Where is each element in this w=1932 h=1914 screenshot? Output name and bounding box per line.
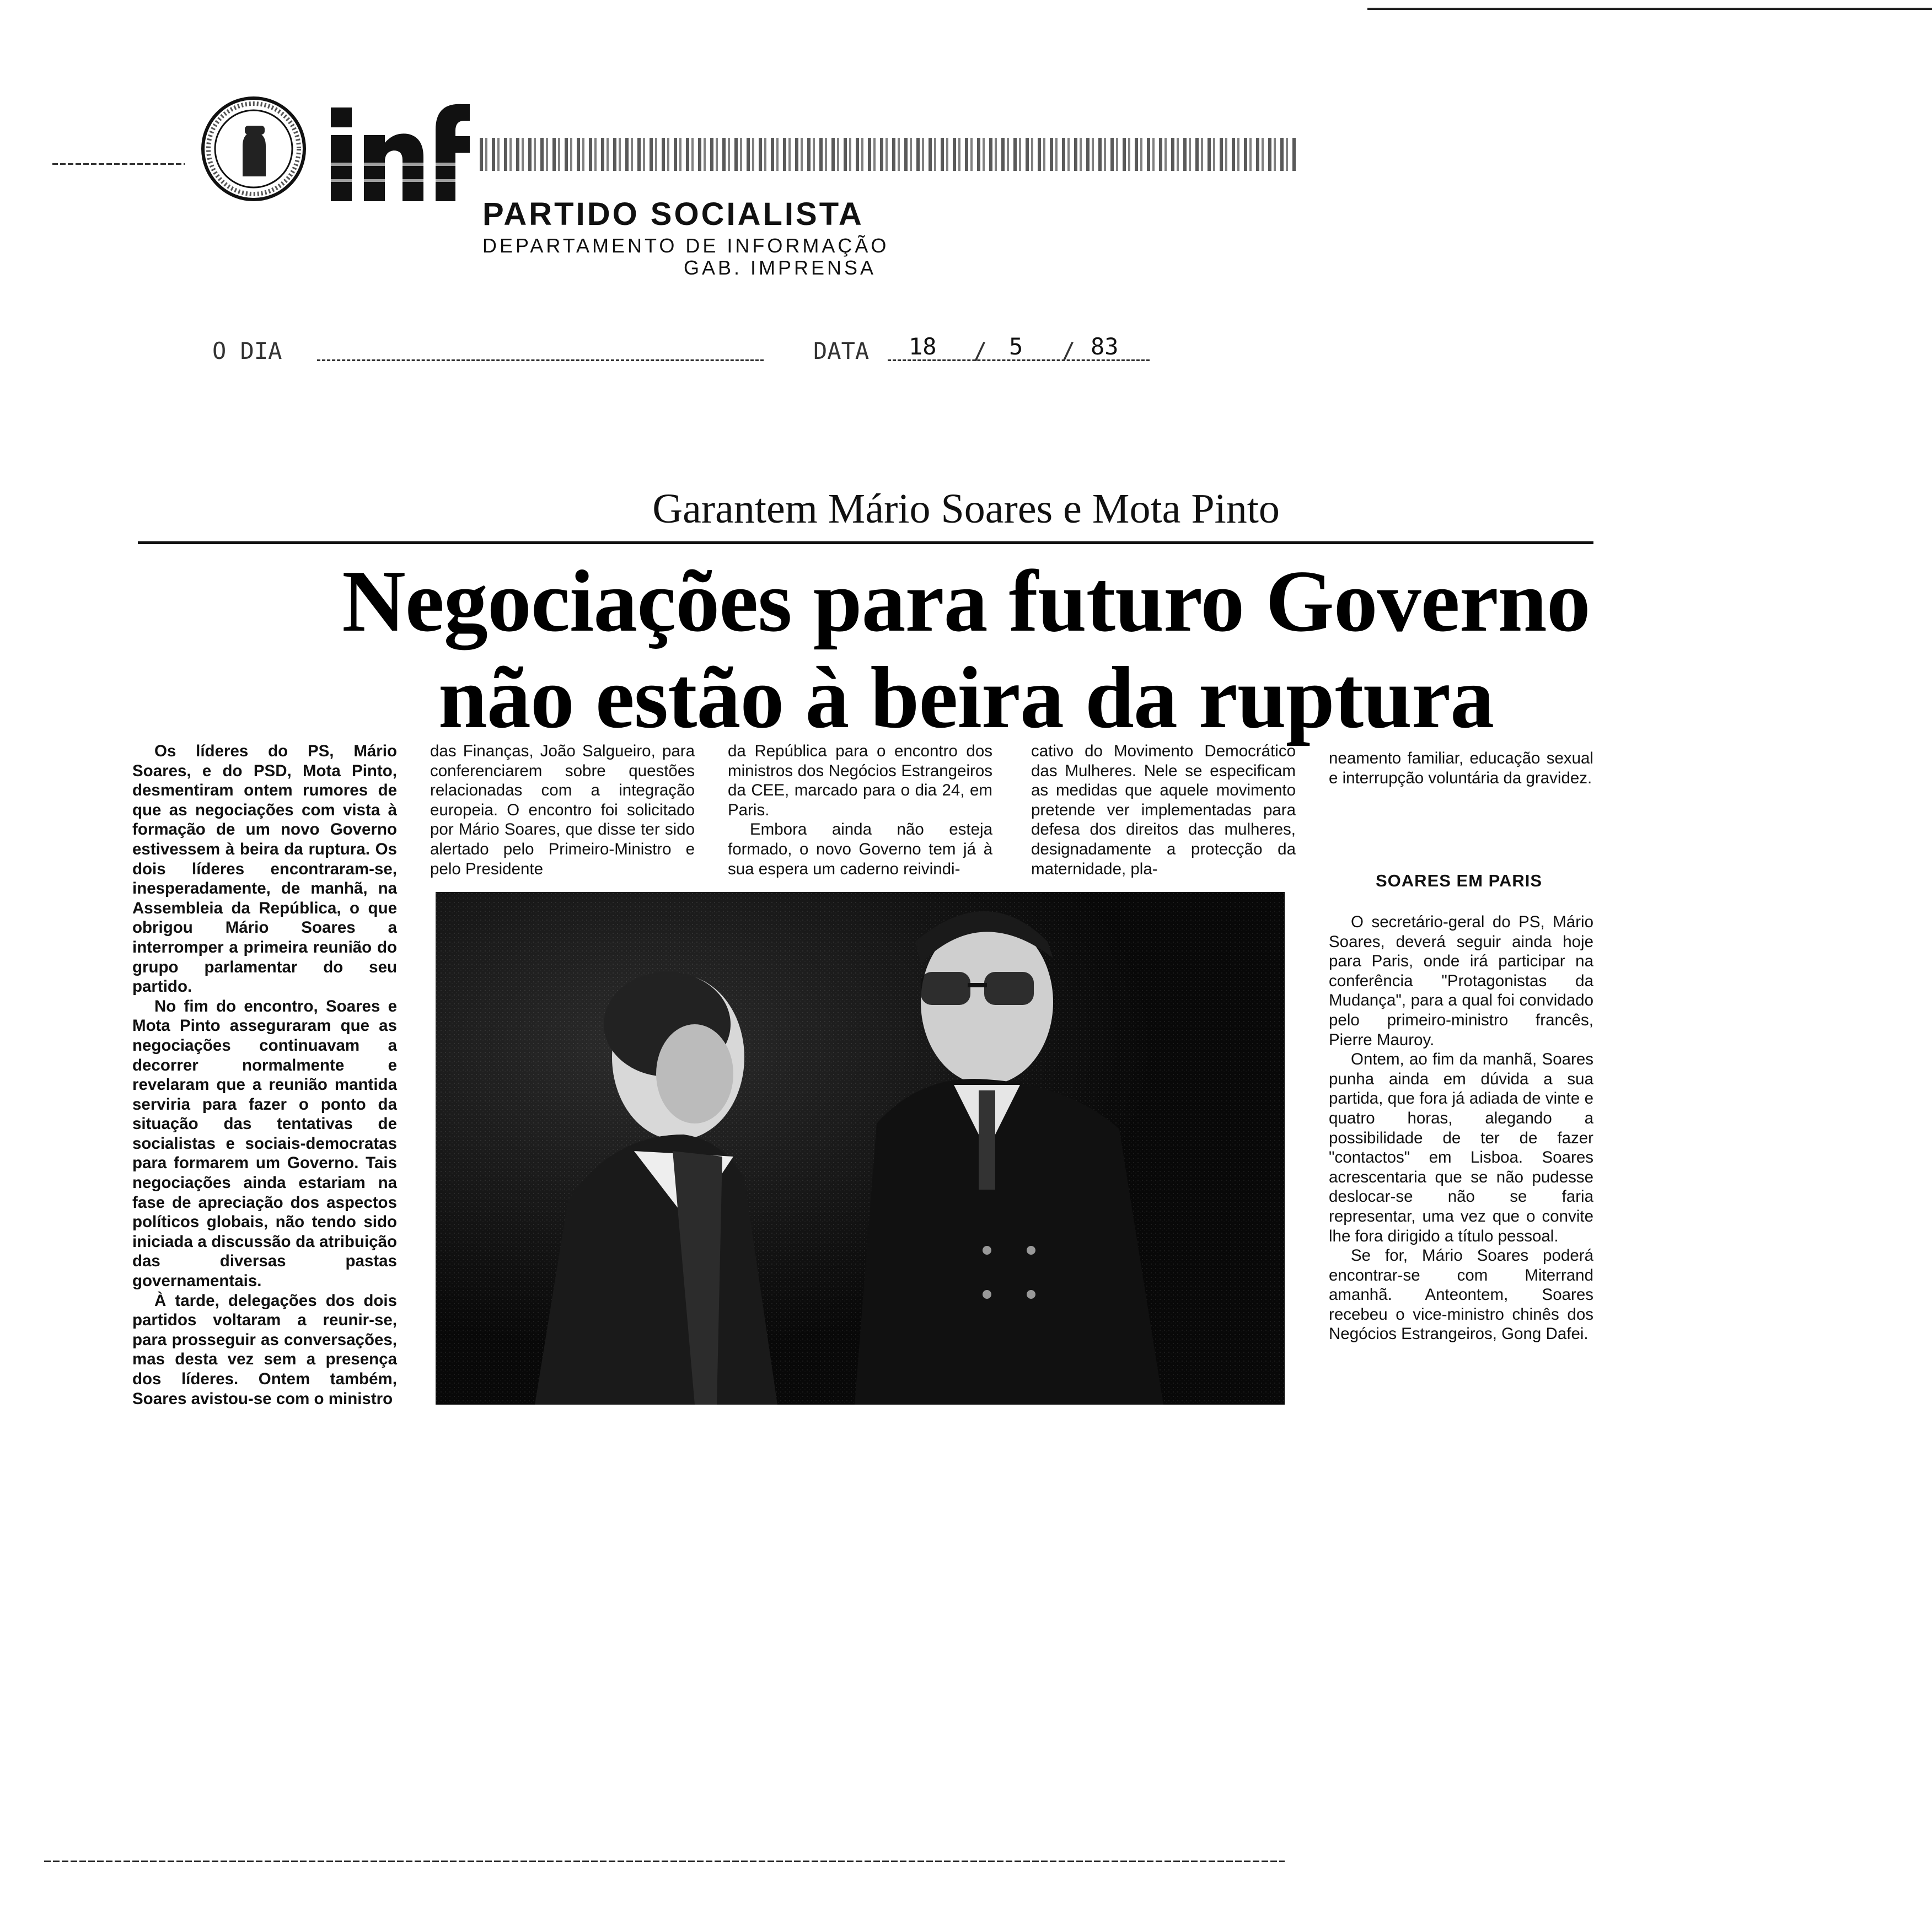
party-seal-logo (198, 94, 309, 204)
header-dash-left (52, 163, 185, 165)
date-sep-2: / (1061, 337, 1076, 364)
department-name: DEPARTAMENTO DE INFORMAÇÃO (482, 234, 889, 257)
col1-paragraph-2: No fim do encontro, Soares e Mota Pinto asseguraram que as negociações continuavam a decorrer normalmente e revelaram que a reunião mantida serviria para fazer o ponto da situação das tentativas de socialistas e sociais-democratas para formarem um Governo. Tais negociações ainda estariam na fase de apreciação dos aspectos políticos globais, não tendo sido iniciada a discussão da atribuição das diversas pastas governamentais. (132, 997, 397, 1291)
publication-label: O DIA (212, 337, 282, 364)
publication-field-line (317, 359, 764, 361)
column-1 (132, 741, 397, 1408)
column-3 (728, 741, 992, 879)
date-sep-1: / (973, 337, 988, 364)
col5-paragraph-3: Ontem, ao fim da manhã, Soares punha ainda em dúvida a sua partida, que fora já adiada de vinte e quatro horas, alegando a possibilidade de ter de fazer "contactos" em Lisboa. Soares acrescentaria que se não pudesse deslocar-se não se faria representar, uma vez que o convite lhe fora dirigido a título pessoal. (1329, 1050, 1593, 1245)
col1-paragraph-1: Os líderes do PS, Mário Soares, e do PSD, Mota Pinto, desmentiram ontem rumores de que as negociações com vista à formação de um novo Governo estivessem à beira da ruptura. Os dois líderes encontraram-se, inesperadamente, de manhã, na Assembleia da República, o que obrigou Mário Soares a interromper a primeira reunião do grupo parlamentar do seu partido. (132, 742, 397, 996)
date-label: DATA (813, 337, 870, 364)
column-5-top (1329, 749, 1593, 788)
col5-paragraph-2: O secretário-geral do PS, Mário Soares, deverá seguir ainda hoje para Paris, onde irá participar na conferência "Protagonistas da Mudança", para a qual foi convidado pelo primeiro-ministro francês, Pierre Mauroy. (1329, 913, 1593, 1049)
sidebar-heading: SOARES EM PARIS (1376, 871, 1543, 890)
article-kicker: Garantem Mário Soares e Mota Pinto (652, 486, 1280, 532)
headline-line-2: não estão à beira da ruptura (438, 648, 1494, 746)
page-bottom-line (44, 1861, 1285, 1862)
headline-rule (138, 541, 1593, 544)
org-name: PARTIDO SOCIALISTA (482, 196, 864, 232)
date-month: 5 (1009, 333, 1023, 360)
column-4 (1031, 741, 1296, 879)
photo-two-men-talking (436, 892, 1285, 1405)
col5-paragraph-1: neamento familiar, educação sexual e interrupção voluntária da gravidez. (1329, 749, 1593, 787)
date-day: 18 (909, 333, 937, 360)
col3-paragraph-1: da República para o encontro dos ministros dos Negócios Estrangeiros da CEE, marcado para o dia 24, em Paris. (728, 742, 992, 819)
column-2 (430, 741, 695, 879)
col4-paragraph-1: cativo do Movimento Democrático das Mulheres. Nele se especificam as medidas que aquele movimento pretende ver implementadas para defesa dos direitos das mulheres, designadamente a protecção da maternidade, pla- (1031, 742, 1296, 878)
top-border-line (1367, 8, 1932, 10)
office-name: GAB. IMPRENSA (684, 256, 877, 279)
col2-paragraph-1: das Finanças, João Salgueiro, para conferenciarem sobre questões relacionadas com a integração europeia. O encontro foi solicitado por Mário Soares, que disse ter sido alertado pelo Primeiro-Ministro e pelo Presidente (430, 742, 695, 878)
news-photo (436, 892, 1285, 1405)
letterhead-band (480, 138, 1296, 171)
col1-paragraph-3: À tarde, delegações dos dois partidos voltaram a reunir-se, para prosseguir as conversações, mas desta vez sem a presença dos líderes. Ontem também, Soares avistou-se com o ministro (132, 1291, 397, 1408)
col3-paragraph-2: Embora ainda não esteja formado, o novo Governo tem já à sua espera um caderno reivindi- (728, 820, 992, 878)
inf-logo-icon (325, 96, 474, 207)
col5-paragraph-4: Se for, Mário Soares poderá encontrar-se com Miterrand amanhã. Anteontem, Soares recebeu o vice-ministro chinês dos Negócios Estrangeiros, Gong Dafei. (1329, 1246, 1593, 1343)
date-year: 83 (1091, 333, 1119, 360)
column-5-bottom (1329, 912, 1593, 1344)
headline-line-1: Negociações para futuro Governo (342, 552, 1590, 650)
